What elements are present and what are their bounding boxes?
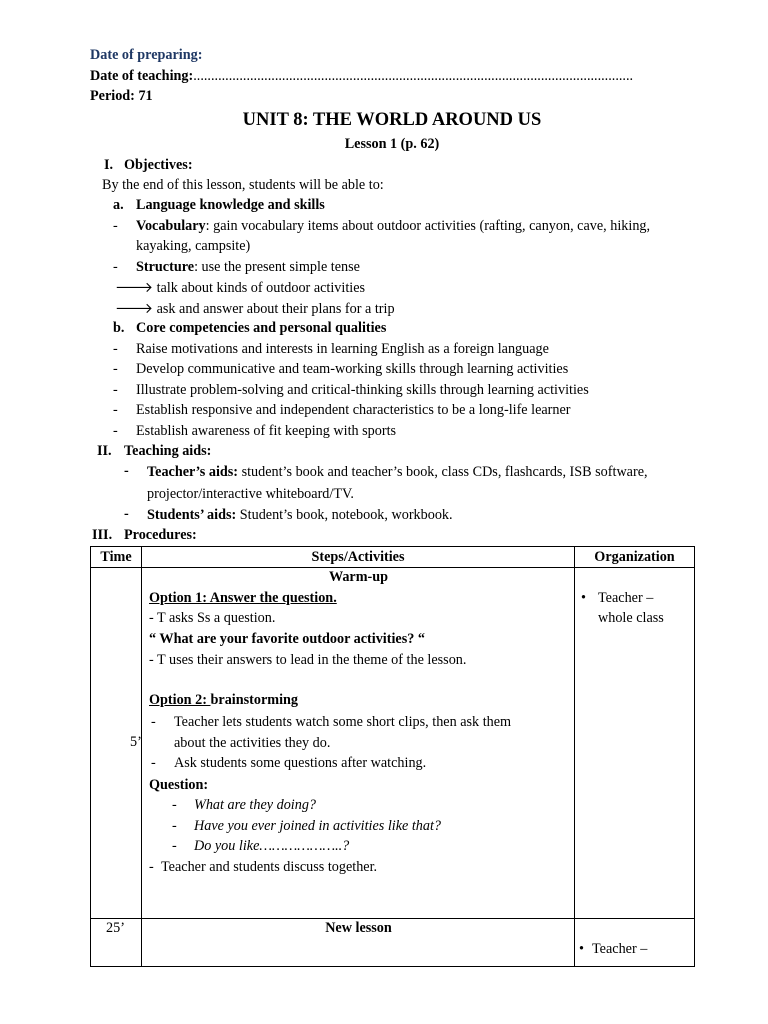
procedures-heading: Procedures:	[124, 527, 197, 543]
teacher-aids-text: student’s book and teacher’s book, class CDs, flashcards, ISB software,	[238, 464, 648, 480]
dash: -	[113, 361, 118, 377]
bullet-dash: -	[124, 463, 129, 479]
competency-item: Raise motivations and interests in learning English as a foreign language	[136, 341, 549, 357]
dash: -	[113, 423, 118, 439]
competency-item: Illustrate problem-solving and critical-thinking skills through learning activities	[136, 382, 589, 398]
activity-bullet-cont: about the activities they do.	[174, 735, 331, 751]
section-b-heading: Core competencies and personal qualities	[136, 320, 387, 336]
teacher-aids-text-cont: projector/interactive whiteboard/TV.	[147, 486, 354, 502]
dash: -	[113, 341, 118, 357]
structure-line	[136, 259, 360, 276]
dash: -	[113, 259, 118, 275]
competency-item: Establish awareness of fit keeping with sports	[136, 423, 397, 439]
col-activities-header: Steps/Activities	[142, 547, 575, 568]
procedures-num: III.	[92, 527, 113, 543]
time-value: 25’	[106, 920, 125, 936]
lesson-subtitle: Lesson 1 (p. 62)	[344, 136, 440, 152]
arrow-item	[115, 300, 395, 318]
structure-label: Structure	[136, 259, 195, 275]
date-teaching	[90, 68, 633, 85]
vocabulary-text-cont: kayaking, campsite)	[136, 238, 251, 254]
dash: -	[113, 402, 118, 418]
students-aids-text: Student’s book, notebook, workbook.	[236, 507, 453, 523]
date-teaching-label: Date of teaching:	[90, 68, 194, 84]
bullet-dash: -	[124, 506, 129, 522]
activity-line: - T uses their answers to lead in the theme of the lesson.	[149, 652, 467, 668]
bullet-dot-icon: •	[579, 941, 584, 957]
activity-line: Teacher and students discuss together.	[161, 859, 378, 875]
teacher-aids-line	[147, 464, 648, 481]
students-aids-line	[147, 507, 453, 524]
period: Period: 71	[90, 88, 153, 104]
time-cell	[91, 568, 142, 919]
activity-line: - T asks Ss a question.	[149, 610, 276, 626]
arrow-item-text: ask and answer about their plans for a trip	[156, 301, 395, 317]
vocabulary-label: Vocabulary	[136, 218, 206, 234]
teacher-aids-label: Teacher’s aids:	[147, 464, 239, 480]
activity-bullet: Teacher lets students watch some short clips, then ask them	[174, 714, 512, 730]
competency-item: Develop communicative and team-working skills through learning activities	[136, 361, 569, 377]
col-time-header: Time	[91, 547, 142, 568]
procedures-table	[90, 546, 695, 967]
page-title: UNIT 8: THE WORLD AROUND US	[242, 110, 542, 130]
aids-num: II.	[97, 443, 112, 459]
activities-cell	[142, 568, 575, 919]
option-2-text: brainstorming	[210, 692, 298, 708]
objectives-num: I.	[104, 157, 114, 173]
date-preparing: Date of preparing:	[90, 47, 203, 63]
dash: -	[172, 818, 177, 834]
arrow-right-icon: 🡒	[115, 301, 154, 317]
option-1-heading: Option 1: Answer the question.	[149, 590, 337, 606]
bullet-dot-icon: •	[581, 590, 586, 606]
organization-text: Teacher –	[592, 941, 648, 957]
dash: -	[151, 755, 156, 771]
option-2-label: Option 2:	[149, 692, 211, 708]
activities-cell	[142, 919, 575, 967]
question-item: Do you like………………..?	[194, 838, 350, 854]
col-organization-header: Organization	[575, 547, 695, 568]
question-item: What are they doing?	[194, 797, 317, 813]
question-label: Question:	[149, 777, 209, 793]
aids-heading: Teaching aids:	[124, 443, 212, 459]
section-a-num: a.	[113, 197, 124, 213]
dash: -	[172, 838, 177, 854]
organization-cell	[575, 919, 695, 967]
dash: -	[149, 859, 154, 875]
arrow-right-icon: 🡒	[115, 280, 154, 296]
option-2-heading	[149, 692, 298, 709]
section-title: Warm-up	[328, 569, 389, 585]
question-item: Have you ever joined in activities like that?	[194, 818, 442, 834]
organization-cell	[575, 568, 695, 919]
organization-text-cont: whole class	[598, 610, 664, 626]
organization-text: Teacher –	[598, 590, 654, 606]
dash: -	[151, 714, 156, 730]
date-teaching-dots: ............................................................................................................................	[193, 68, 634, 84]
arrow-item-text: talk about kinds of outdoor activities	[156, 280, 366, 296]
warmup-question: “ What are your favorite outdoor activities? “	[149, 631, 425, 647]
time-cell	[91, 919, 142, 967]
section-b-num: b.	[113, 320, 125, 336]
objectives-intro: By the end of this lesson, students will be able to:	[102, 177, 384, 193]
activity-bullet: Ask students some questions after watching.	[174, 755, 427, 771]
structure-text: : use the present simple tense	[194, 259, 360, 275]
competency-item: Establish responsive and independent characteristics to be a long-life learner	[136, 402, 571, 418]
objectives-heading: Objectives:	[124, 157, 193, 173]
table-header-row	[91, 547, 695, 568]
section-a-heading: Language knowledge and skills	[136, 197, 325, 213]
students-aids-label: Students’ aids:	[147, 507, 237, 523]
time-value: 5’	[130, 734, 142, 750]
table-row-new-lesson	[91, 919, 695, 967]
dash: -	[113, 382, 118, 398]
dash: -	[172, 797, 177, 813]
dash: -	[113, 218, 118, 234]
vocabulary-line	[136, 218, 650, 235]
section-title: New lesson	[325, 920, 392, 936]
table-row-warmup	[91, 568, 695, 919]
arrow-item	[115, 279, 365, 297]
vocabulary-text: : gain vocabulary items about outdoor activities (rafting, canyon, cave, hiking,	[205, 218, 651, 234]
